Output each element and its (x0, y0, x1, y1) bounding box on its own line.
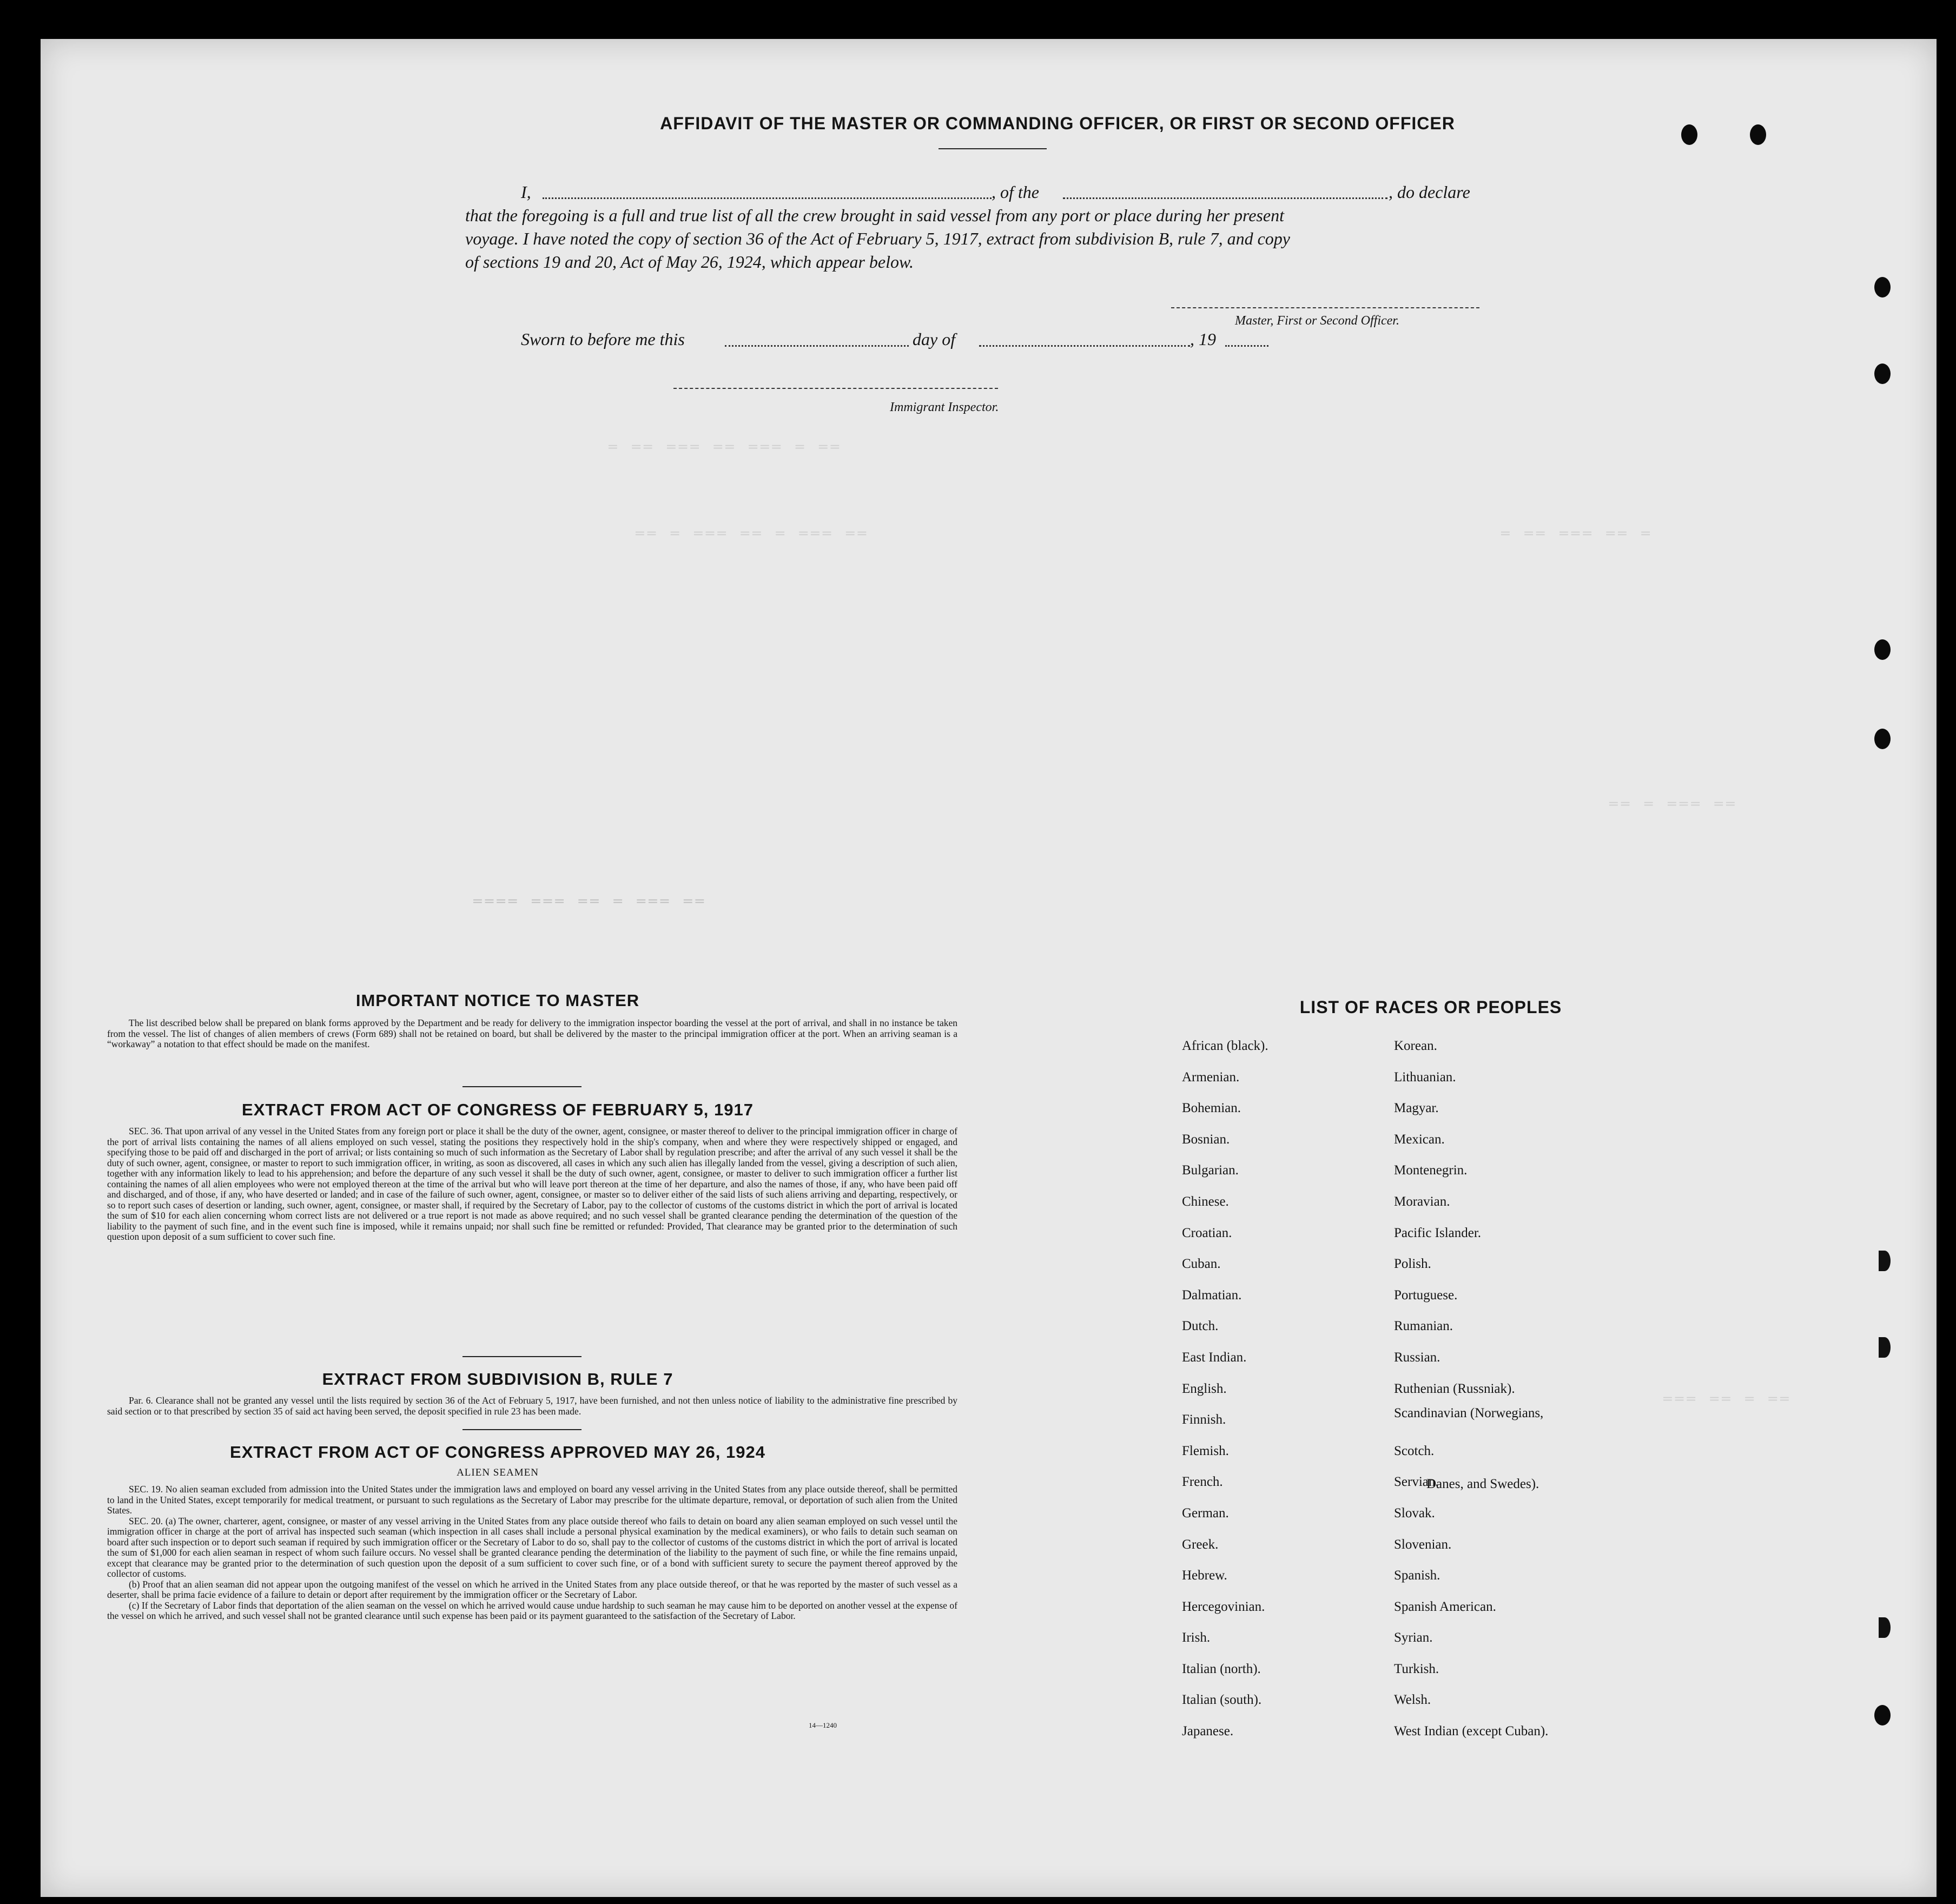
extract-1917-title: EXTRACT FROM ACT OF CONGRESS OF FEBRUARY 5, 1917 (242, 1100, 754, 1119)
race-item: Slovak. (1394, 1505, 1435, 1520)
sec-20c-text: (c) If the Secretary of Labor finds that deportation of the alien seaman on the vessel on which he arrived would cause undue hardship to such seaman he may cause him to be deported on another vessel at the expense of the vessel on which he arrived, and such vessel shall not be granted clearance until such expense has been paid or its payment guaranteed to the satisfaction of the Secretary of Labor. (107, 1599, 957, 1621)
race-item: Irish. (1182, 1630, 1211, 1645)
vessel-blank (1063, 197, 1387, 199)
punch-hole (1874, 363, 1891, 384)
races-left-column (1182, 1030, 1268, 1747)
race-item: Servian. (1394, 1475, 1439, 1490)
race-item: East Indian. (1182, 1350, 1247, 1365)
punch-hole (1874, 639, 1891, 660)
race-item: French. (1182, 1475, 1223, 1490)
race-item: Dalmatian. (1182, 1287, 1242, 1303)
punch-hole (1879, 1617, 1891, 1638)
races-right-column (1394, 1030, 1548, 1747)
extract-1917-body (107, 1126, 957, 1242)
race-item: Portuguese. (1394, 1287, 1458, 1303)
punch-hole (1874, 277, 1891, 298)
race-item: Ruthenian (Russniak). (1394, 1381, 1515, 1396)
race-item: Spanish American. (1394, 1599, 1496, 1614)
race-item: Bohemian. (1182, 1101, 1241, 1116)
sec-19-text: SEC. 19. No alien seaman excluded from admission into the United States under the immigration laws and employed on board any vessel arriving in the United States from any place outside thereof, shall be permitted to land in the United States, except temporarily for medical treatment, or pursuant to such regulations as the Secretary of Labor may prescribe for the ultimate departure, removal, or deportation of such alien from the United States. (107, 1484, 957, 1516)
race-item: African (black). (1182, 1039, 1268, 1053)
race-item: Moravian. (1394, 1194, 1450, 1209)
race-item: Slovenian. (1394, 1537, 1452, 1552)
bleed-through: ═ ══ ═══ ══ ═ (1501, 526, 1653, 542)
race-item: Chinese. (1182, 1194, 1229, 1209)
rule7-body (107, 1396, 957, 1417)
race-item: Korean. (1394, 1039, 1437, 1053)
month-blank (979, 345, 1190, 347)
divider (462, 1356, 581, 1357)
race-item: Mexican. (1394, 1132, 1445, 1147)
affidavit-line1-mid: , of the (992, 182, 1039, 202)
race-item: West Indian (except Cuban). (1394, 1724, 1549, 1739)
race-item: Turkish. (1394, 1661, 1439, 1676)
race-item: Scandinavian (Norwegians, (1394, 1406, 1544, 1421)
race-item: Italian (south). (1182, 1693, 1262, 1708)
race-item: Hercegovinian. (1182, 1599, 1265, 1614)
race-item: Rumanian. (1394, 1319, 1453, 1334)
bleed-through: ══ ═ ═══ ══ (1609, 796, 1738, 812)
signature-line (1171, 307, 1479, 308)
race-item: Hebrew. (1182, 1568, 1227, 1583)
race-item: Montenegrin. (1394, 1163, 1468, 1178)
race-item: Bulgarian. (1182, 1163, 1239, 1178)
signature-label: Master, First or Second Officer. (1235, 314, 1399, 328)
name-blank (543, 197, 992, 199)
race-item: Greek. (1182, 1537, 1219, 1552)
sec-20b-text: (b) Proof that an alien seaman did not appear upon the outgoing manifest of the vessel on which he arrived in the United States from any place outside thereof, or that he was reported by the master of such vessel as a deserter, shall be prima facie evidence of a failure to detain or deport after requirement by the immigration officer or the Secretary of Labor. (107, 1578, 957, 1600)
bleed-through: ════ ═══ ══ ═ ═══ ══ (473, 894, 708, 910)
inspector-line (673, 388, 998, 389)
punch-hole (1879, 1251, 1891, 1271)
extract-1924-title: EXTRACT FROM ACT OF CONGRESS APPROVED MAY 26, 1924 (230, 1443, 765, 1462)
year-blank (1225, 345, 1268, 347)
race-item: Dutch. (1182, 1319, 1219, 1334)
race-item: German. (1182, 1505, 1229, 1520)
punch-hole (1750, 124, 1766, 145)
punch-hole (1879, 1337, 1891, 1358)
bleed-through: ═══ ══ ═ ══ (1663, 1391, 1792, 1407)
race-item: Japanese. (1182, 1724, 1234, 1739)
sec-20a-text: SEC. 20. (a) The owner, charterer, agent, consignee, or master of any vessel arriving in the United States from any place outside thereof who fails to detain on board any alien seaman employed on such vessel until the immigration officer in charge at the port of arrival has inspected such seaman (which inspection in all cases shall include a personal physical examination by the medical examiners), or who fails to detain such seaman on board after such inspection or to deport such seaman if required by such immigration officer or the Secretary of Labor to do so, shall pay to the collector of customs of the customs district in which the port of arrival is located the sum of $1,000 for each alien seaman in respect of whom such failure occurs. No vessel shall be granted clearance pending the determination of the liability to the payment of such fine, or while the fine remains unpaid, except that clearance may be granted prior to the determination of such question upon the deposit of a sum sufficient to cover such fine, or of a bond with sufficient surety to secure the payment thereof approved by the collector of customs. (107, 1515, 957, 1579)
form-number: 14—1240 (809, 1721, 837, 1729)
inspector-label: Immigrant Inspector. (890, 400, 999, 414)
document-sheet (41, 39, 1937, 1897)
sworn-mid: day of (913, 329, 956, 349)
notice-text: The list described below shall be prepared on blank forms approved by the Department and be ready for delivery to the immigration inspector boarding the vessel at the port of arrival, and shall in no instance be taken from the vessel. The list of changes of alien members of crews (Form 689) shall not be retained on board, but shall be delivered by the master to the principal immigration officer at the port. When an arriving seaman is a “workaway” a notation to that effect should be made on the manifest. (107, 1017, 957, 1049)
punch-hole (1874, 729, 1891, 749)
races-title: LIST OF RACES OR PEOPLES (1299, 997, 1562, 1017)
race-item: Lithuanian. (1394, 1069, 1456, 1085)
race-item: Magyar. (1394, 1101, 1439, 1116)
affidavit-line1-end: , do declare (1389, 182, 1470, 202)
race-item: Syrian. (1394, 1630, 1433, 1645)
notice-title: IMPORTANT NOTICE TO MASTER (355, 991, 640, 1010)
race-item: Pacific Islander. (1394, 1225, 1482, 1240)
extract-1924-subtitle: ALIEN SEAMEN (457, 1467, 539, 1478)
punch-hole (1874, 1705, 1891, 1726)
sworn-start: Sworn to before me this (521, 329, 685, 349)
extract-1924-body (107, 1484, 957, 1622)
affidavit-line2: that the foregoing is a full and true list of all the crew brought in said vessel from any port or place during her present (465, 206, 1284, 225)
affidavit-line3: voyage. I have noted the copy of section 36 of the Act of February 5, 1917, extract from subdivision B, rule 7, and copy (465, 229, 1290, 248)
punch-hole (1681, 124, 1697, 145)
race-item: Croatian. (1182, 1225, 1232, 1240)
race-item: Scotch. (1394, 1443, 1435, 1458)
affidavit-title: AFFIDAVIT OF THE MASTER OR COMMANDING OFFICER, OR FIRST OR SECOND OFFICER (660, 114, 1455, 133)
race-item: Welsh. (1394, 1693, 1431, 1708)
bleed-through: ══ ═ ═══ ══ ═ ═══ ══ (636, 526, 870, 542)
bleed-through: ═ ══ ═══ ══ ═══ ═ ══ (609, 439, 843, 455)
rule7-title: EXTRACT FROM SUBDIVISION B, RULE 7 (322, 1370, 673, 1389)
race-item: Bosnian. (1182, 1132, 1230, 1147)
affidavit-line4: of sections 19 and 20, Act of May 26, 1924, which appear below. (465, 252, 914, 272)
notice-body (107, 1018, 957, 1050)
race-item: Russian. (1394, 1350, 1440, 1365)
extract-1917-text: SEC. 36. That upon arrival of any vessel in the United States from any foreign port or place it shall be the duty of the owner, agent, consignee, or master thereof to deliver to the principal immigration officer in charge of the port of arrival lists containing the names of all aliens employed on such vessel, stating the positions they respectively hold in the ship's company, when and where they were respectively shipped or engaged, and specifying those to be paid off and discharged in the port of arrival; or lists containing so much of such information as the Secretary of Labor shall by regulation prescribe; and after the arrival of any such vessel it shall be the duty of such owner, agent, consignee, or master to report to such immigration officer, in writing, as soon as discovered, all cases in which any such alien has illegally landed from the vessel, giving a description of such alien, together with any information likely to lead to his apprehension; and before the departure of any such vessel it shall be the duty of such owner, agent, consignee, or master to deliver to such immigration officer a further list containing the names of all alien employees who were not employed thereon at the time of the arrival but who will leave port thereon at the time of her departure, and also the names of those, if any, who have been paid off and discharged, and of those, if any, who have deserted or landed; and in case of the failure of such owner, agent, consignee, or master so to deliver either of the said lists of such aliens arriving and departing, respectively, or so to report such cases of desertion or landing, such owner, agent, consignee, or master shall, if required by the Secretary of Labor, pay to the collector of customs of the customs district in which the port of arrival is located the sum of $10 for each alien concerning whom correct lists are not delivered or a true report is not made as above required; and no such vessel shall be granted clearance pending the determination of the question of the liability to the payment of such fine, and in the event such fine is imposed, while it remains unpaid; nor shall such fine be remitted or refunded: Provided, That clearance may be granted prior to the determination of such question upon deposit of a sum sufficient to cover such fine. (107, 1126, 957, 1242)
race-item: Spanish. (1394, 1568, 1440, 1583)
divider (939, 148, 1047, 149)
race-scandinavian-continued: Danes, and Swedes). (1426, 1477, 1539, 1491)
affidavit-line1-start: I, (521, 182, 531, 202)
race-item: Cuban. (1182, 1257, 1221, 1272)
rule7-text: Par. 6. Clearance shall not be granted any vessel until the lists required by section 36 of the Act of February 5, 1917, have been furnished, and not then unless notice of liability to the administrative fine prescribed by said section or to that prescribed by section 35 of said act having been served, the deposit specified in rule 23 has been made. (107, 1395, 957, 1417)
divider (462, 1086, 581, 1087)
race-item: Italian (north). (1182, 1661, 1261, 1676)
race-item: Finnish. (1182, 1412, 1226, 1427)
day-blank (725, 345, 909, 347)
race-item: Polish. (1394, 1257, 1431, 1272)
race-item: Flemish. (1182, 1443, 1229, 1458)
race-item: English. (1182, 1381, 1227, 1396)
race-item: Armenian. (1182, 1069, 1240, 1085)
sworn-year: , 19 (1190, 329, 1216, 349)
divider (462, 1429, 581, 1430)
